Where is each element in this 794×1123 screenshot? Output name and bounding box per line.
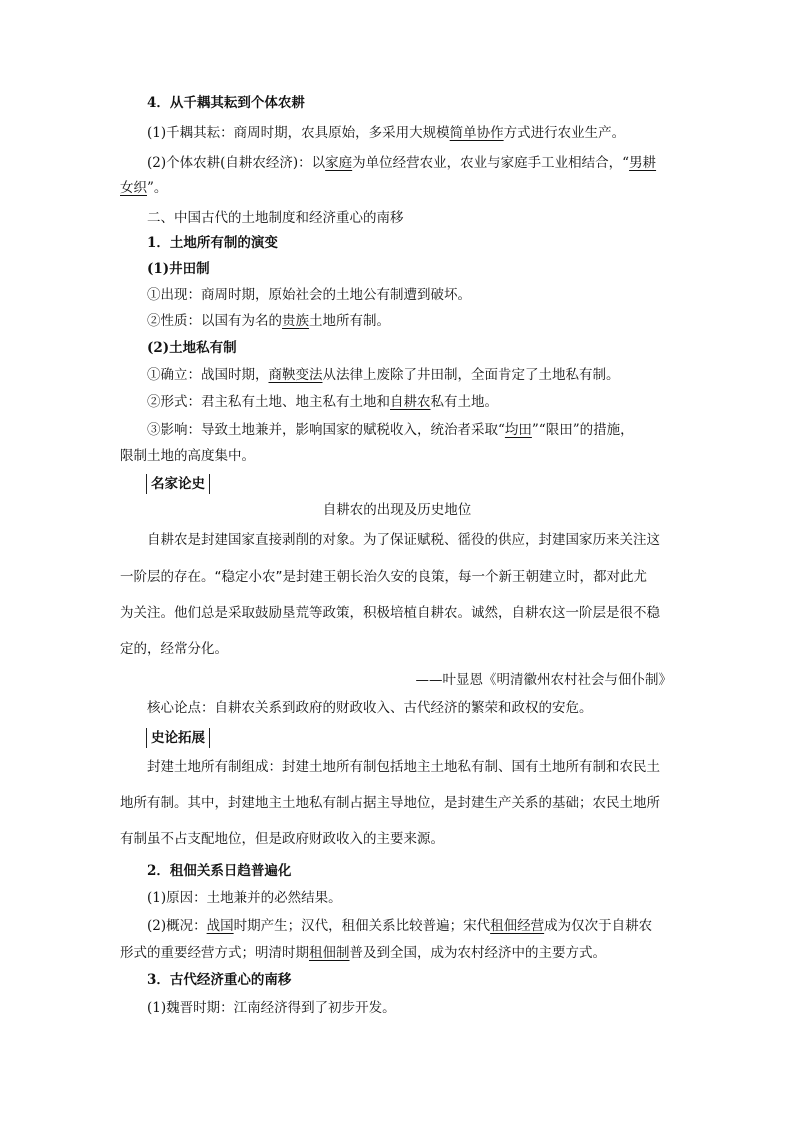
mingjia-tag: 名家论史: [146, 474, 210, 494]
quote-line-1: 自耕农是封建国家直接剥削的对象。为了保证赋税、徭役的供应，封建国家历来关注这: [147, 532, 660, 548]
economic-center-title: 3．古代经济重心的南移: [147, 972, 292, 988]
shilun-line-3: 有制虽不占支配地位，但是政府财政收入的主要来源。: [120, 831, 444, 847]
land-ownership-title: 1．土地所有制的演变: [147, 235, 278, 251]
private-land-item-1: ①确立：战国时期，商鞅变法从法律上废除了井田制，全面肯定了土地私有制。: [147, 367, 620, 383]
jingtian-item-1: ①出现：商周时期，原始社会的土地公有制遭到破坏。: [147, 287, 471, 303]
private-land-item-2: ②形式：君主私有土地、地主私有土地和自耕农私有土地。: [147, 394, 498, 410]
part2-title: 二、中国古代的土地制度和经济重心的南移: [147, 210, 404, 226]
quote-line-4: 定的，经常分化。: [120, 641, 228, 657]
economic-center-item-1: (1)魏晋时期：江南经济得到了初步开发。: [147, 1000, 396, 1016]
sec4-paragraph-2: (2)个体农耕(自耕农经济)：以家庭为单位经营农业，农业与家庭手工业相结合，“男耕: [147, 155, 657, 171]
core-argument: 核心论点：自耕农关系到政府的财政收入、古代经济的繁荣和政权的安危。: [147, 700, 593, 716]
quote-line-2: 一阶层的存在。“稳定小农”是封建王朝长治久安的良策，每一个新王朝建立时，都对此尤: [120, 569, 647, 585]
tenancy-title: 2．租佃关系日趋普遍化: [147, 863, 292, 879]
tenancy-cause: (1)原因：土地兼并的必然结果。: [147, 890, 342, 906]
sec4-paragraph-2-cont: 女织”。: [120, 180, 168, 196]
quote-source: ——叶显恩《明清徽州农村社会与佃仆制》: [415, 672, 672, 688]
private-land-item-3: ③影响：导致土地兼并，影响国家的赋税收入，统治者采取“均田”“限田”的措施，: [147, 422, 634, 438]
shilun-line-1: 封建土地所有制组成：封建土地所有制包括地主土地私有制、国有土地所有制和农民土: [147, 759, 660, 775]
tenancy-overview-cont: 形式的重要经营方式；明清时期租佃制普及到全国，成为农村经济中的主要方式。: [120, 945, 606, 961]
shilun-tag: 史论拓展: [146, 728, 210, 748]
sec4-title: 4．从千耦其耘到个体农耕: [147, 95, 305, 111]
quote-line-3: 为关注。他们总是采取鼓励垦荒等政策，积极培植自耕农。诚然，自耕农这一阶层是很不稳: [120, 605, 660, 621]
quote-title: 自耕农的出现及历史地位: [322, 502, 472, 518]
tenancy-overview: (2)概况：战国时期产生；汉代，租佃关系比较普遍；宋代租佃经营成为仅次于自耕农: [147, 918, 653, 934]
shilun-line-2: 地所有制。其中，封建地主土地私有制占据主导地位，是封建生产关系的基础；农民土地所: [120, 795, 660, 811]
jingtian-item-2: ②性质：以国有为名的贵族土地所有制。: [147, 313, 390, 329]
jingtian-title: (1)井田制: [147, 261, 210, 277]
sec4-paragraph-1: (1)千耦其耘：商周时期，农具原始，多采用大规模简单协作方式进行农业生产。: [147, 125, 626, 141]
private-land-title: (2)土地私有制: [147, 340, 237, 356]
private-land-item-3-cont: 限制土地的高度集中。: [120, 448, 255, 464]
